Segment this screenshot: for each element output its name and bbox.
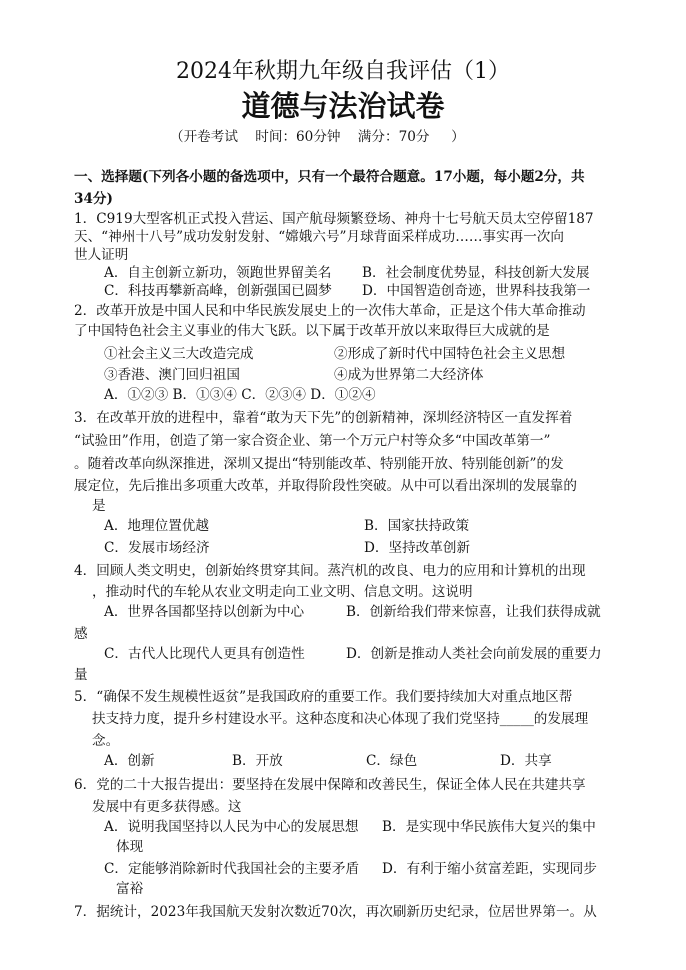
option-d-cont: 量 <box>74 667 88 683</box>
question-text: 展定位，先后推出多项重大改革，并取得阶段性突破。从中可以看出深圳的发展靠的 <box>74 478 577 494</box>
option-c: C．古代人比现代人更具有创造性 <box>104 646 305 662</box>
question-text: 2．改革开放是中国人民和中华民族发展史上的一次伟大革命，正是这个伟大革命推动 <box>74 303 586 319</box>
exam-meta: （开卷考试 时间：60分钟 满分：70分 ） <box>170 129 465 145</box>
option-d: D．中国智造创奇迹，世界科技我第一 <box>362 283 591 299</box>
section-heading: 一、选择题(下列各小题的备选项中，只有一个最符合题意。17小题，每小题2分，共 <box>74 169 585 185</box>
question-text: 1．C919大型客机正式投入营运、国产航母频繁登场、神舟十七号航天员太空停留187 <box>74 211 594 227</box>
option-b: B．是实现中华民族伟大复兴的集中 <box>382 819 596 835</box>
option-a: A．世界各国都坚持以创新为中心 <box>104 604 305 620</box>
question-text: 念。 <box>92 733 120 749</box>
answer-options: A．①②③ B．①③④ C．②③④ D．①②④ <box>104 387 376 403</box>
option-d: D．共享 <box>500 753 552 769</box>
question-text: ，推动时代的车轮从农业文明走向工业文明、信息文明。这说明 <box>92 584 473 600</box>
question-text: 6．党的二十大报告提出：要坚持在发展中保障和改善民生，保证全体人民在共建共享 <box>74 777 586 793</box>
question-text: “试验田”作用，创造了第一家合资企业、第一个万元户村等众多“中国改革第一” <box>74 433 551 449</box>
option-d-cont: 富裕 <box>116 881 144 897</box>
option-b: B．开放 <box>232 753 283 769</box>
option-c: C．定能够消除新时代我国社会的主要矛盾 <box>104 861 360 877</box>
statement-4: ④成为世界第二大经济体 <box>334 367 484 383</box>
option-a: A．创新 <box>104 753 155 769</box>
option-a: A．地理位置优越 <box>104 518 209 534</box>
option-b: B．国家扶持政策 <box>364 518 470 534</box>
option-d: D．坚持改革创新 <box>364 540 471 556</box>
question-text: 。随着改革向纵深推进，深圳又提出“特别能改革、特别能开放、特别能创新”的发 <box>74 456 564 472</box>
option-b-cont: 感 <box>74 626 88 642</box>
question-text: 5．“确保不发生规模性返贫”是我国政府的重要工作。我们要持续加大对重点地区帮 <box>74 689 573 705</box>
option-b-cont: 体现 <box>116 839 144 855</box>
option-a: A．说明我国坚持以人民为中心的发展思想 <box>104 819 359 835</box>
option-d: D．有利于缩小贫富差距，实现同步 <box>382 861 597 877</box>
section-heading-cont: 34分) <box>74 191 113 207</box>
question-text: 世人证明 <box>74 247 129 263</box>
question-text: 发展中有更多获得感。这 <box>92 799 242 815</box>
option-c: C．科技再攀新高峰，创新强国已圆梦 <box>104 283 332 299</box>
exam-title: 2024年秋期九年级自我评估（1） <box>176 59 510 84</box>
option-b: B．创新给我们带来惊喜，让我们获得成就 <box>346 604 601 620</box>
question-text: 4．回顾人类文明史，创新始终贯穿其间。蒸汽机的改良、电力的应用和计算机的出现 <box>74 563 586 579</box>
option-b: B．社会制度优势显，科技创新大发展 <box>362 265 590 281</box>
question-text: 3．在改革开放的进程中，靠着“敢为天下先”的创新精神，深圳经济特区一直发挥着 <box>74 410 573 426</box>
question-text: 是 <box>92 498 106 514</box>
question-text: 天、“神州十八号”成功发射发射、“嫦娥六号”月球背面采样成功……事实再一次向 <box>74 229 564 245</box>
question-text: 7．据统计，2023年我国航天发射次数近70次，再次刷新历史纪录，位居世界第一。从 <box>74 904 597 920</box>
question-text: 扶支持力度，提升乡村建设水平。这种态度和决心体现了我们党坚持_____的发展理 <box>92 711 589 727</box>
question-text: 了中国特色社会主义事业的伟大飞跃。以下属于改革开放以来取得巨大成就的是 <box>74 323 550 339</box>
option-a: A．自主创新立新功，领跑世界留美名 <box>104 265 332 281</box>
statement-2: ②形成了新时代中国特色社会主义思想 <box>334 346 566 362</box>
option-c: C．绿色 <box>366 753 418 769</box>
subject-title: 道德与法治试卷 <box>241 89 445 123</box>
statement-1: ①社会主义三大改造完成 <box>104 346 254 362</box>
option-c: C．发展市场经济 <box>104 540 210 556</box>
option-d: D．创新是推动人类社会向前发展的重要力 <box>346 646 602 662</box>
statement-3: ③香港、澳门回归祖国 <box>104 367 240 383</box>
